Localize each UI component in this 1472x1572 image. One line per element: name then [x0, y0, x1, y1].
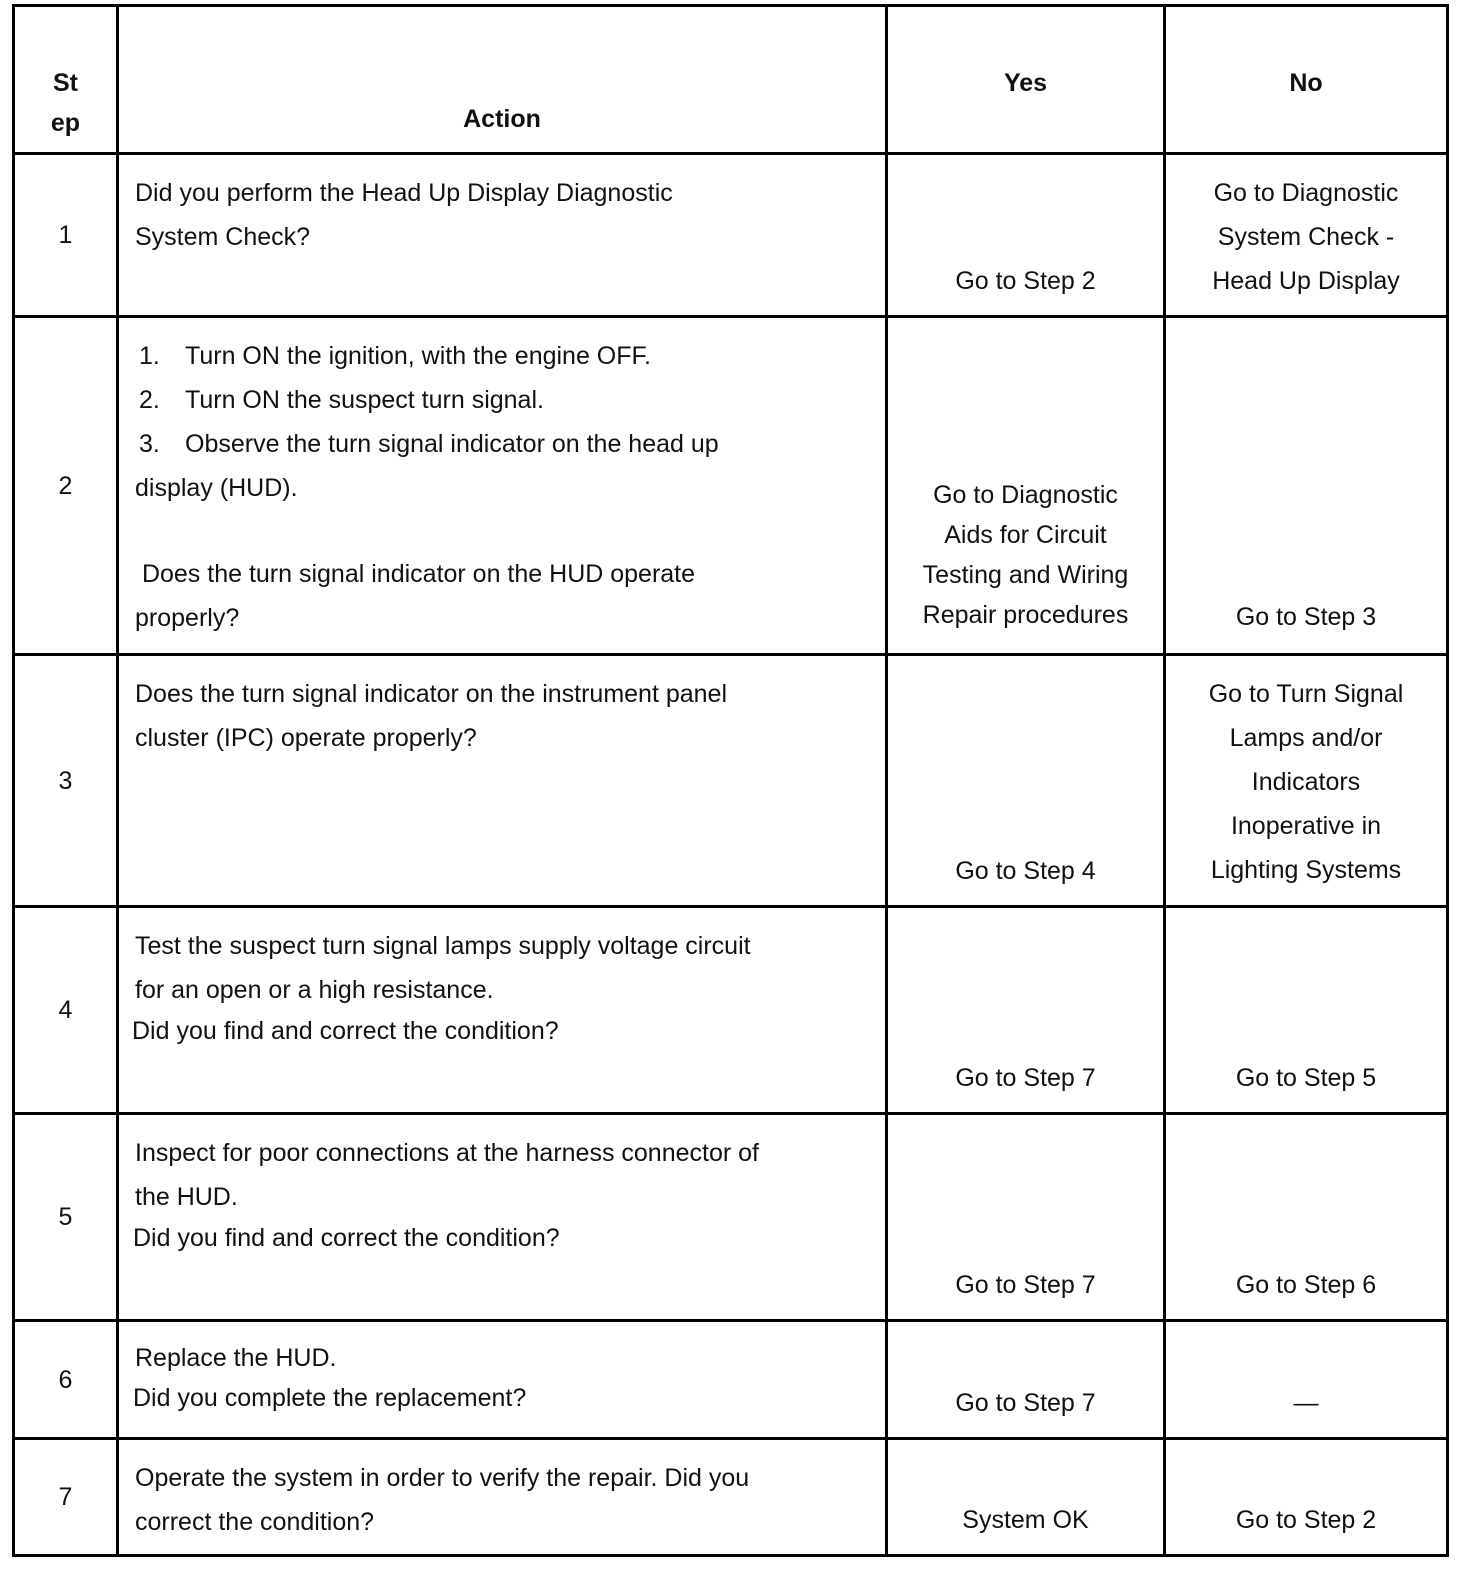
header-no: No	[1165, 6, 1448, 154]
yes-cell: Go to Step 7	[887, 1321, 1165, 1439]
header-action: Action	[118, 6, 887, 154]
yes-cell: Go to Step 7	[887, 1114, 1165, 1321]
diagnostic-table	[12, 4, 1449, 1557]
no-cell: —	[1165, 1321, 1448, 1439]
table-row	[14, 1114, 1448, 1321]
table-row	[14, 317, 1448, 655]
action-cell: Did you perform the Head Up Display Diagnostic System Check?	[118, 154, 887, 317]
header-yes: Yes	[887, 6, 1165, 154]
no-cell: Go to Step 2	[1165, 1439, 1448, 1556]
step-cell: 5	[14, 1114, 118, 1321]
step-cell: 2	[14, 317, 118, 655]
step-cell: 1	[14, 154, 118, 317]
table-row	[14, 1439, 1448, 1556]
table-row	[14, 154, 1448, 317]
no-cell: Go to Turn Signal Lamps and/or Indicators Inoperative in Lighting Systems	[1165, 655, 1448, 907]
header-step-line1: St	[53, 69, 78, 97]
table-row	[14, 1321, 1448, 1439]
yes-cell: System OK	[887, 1439, 1165, 1556]
action-cell: Test the suspect turn signal lamps supply voltage circuit for an open or a high resistance. Did you find and correct the condition?	[118, 907, 887, 1114]
step-cell: 6	[14, 1321, 118, 1439]
step-cell: 3	[14, 655, 118, 907]
action-cell: Inspect for poor connections at the harness connector of the HUD. Did you find and correct the condition?	[118, 1114, 887, 1321]
no-cell: Go to Diagnostic System Check - Head Up Display	[1165, 154, 1448, 317]
yes-cell: Go to Step 7	[887, 907, 1165, 1114]
yes-cell: Go to Step 2	[887, 154, 1165, 317]
no-cell: Go to Step 6	[1165, 1114, 1448, 1321]
step-cell: 4	[14, 907, 118, 1114]
header-row	[14, 6, 1448, 154]
yes-cell: Go to Diagnostic Aids for Circuit Testing and Wiring Repair procedures	[887, 317, 1165, 655]
table-row	[14, 655, 1448, 907]
no-cell: Go to Step 3	[1165, 317, 1448, 655]
table-row	[14, 907, 1448, 1114]
header-step-line2: ep	[50, 109, 81, 137]
step-cell: 7	[14, 1439, 118, 1556]
action-cell: Does the turn signal indicator on the instrument panel cluster (IPC) operate properly?	[118, 655, 887, 907]
action-cell: Operate the system in order to verify the repair. Did you correct the condition?	[118, 1439, 887, 1556]
action-cell: Replace the HUD. Did you complete the replacement?	[118, 1321, 887, 1439]
no-cell: Go to Step 5	[1165, 907, 1448, 1114]
yes-cell: Go to Step 4	[887, 655, 1165, 907]
header-step	[14, 6, 118, 154]
action-cell: 1. Turn ON the ignition, with the engine OFF. 2. Turn ON the suspect turn signal. 3. Observe the turn signal indicator on the head up display (HUD). Does the turn signal indicator on the HUD operate properly?	[118, 317, 887, 655]
